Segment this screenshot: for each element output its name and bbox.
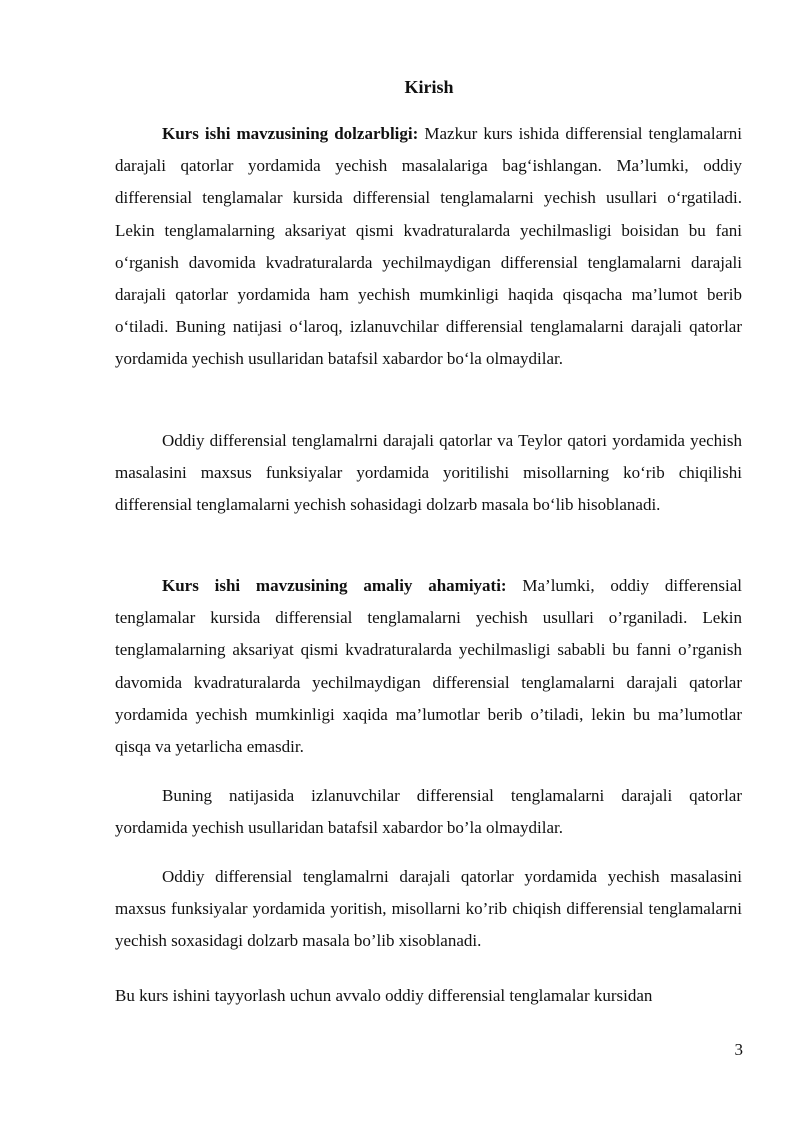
paragraph-text-preparation: Bu kurs ishini tayyorlash uchun avvalo oddiy differensial tenglamalar kursidan <box>115 986 653 1005</box>
page-number: 3 <box>734 1040 743 1059</box>
paragraph-text-practical: Ma’lumki, oddiy differensial tenglamalar kursida differensial tenglamalarni yechish usullari o’rganiladi. Lekin tenglamalarning aksariyat qismi kvadraturalarda yechilmasligi sababli bu fanni o’rganish davomida kvadraturalarda yechilmaydigan differensial tenglamalarni darajali qatorlar yordamida yechish mumkinligi xaqida ma’lumotlar berib o’tiladi, lekin bu ma’lumotlar qisqa va yetarlicha emasdir. <box>115 576 743 757</box>
paragraph-preparation <box>115 980 742 1012</box>
section-title: Kirish <box>404 77 454 97</box>
paragraph-taylor <box>115 425 742 522</box>
paragraph-relevance <box>115 118 742 376</box>
paragraph-practical <box>115 570 742 763</box>
paragraph-text-special-functions: Oddiy differensial tenglamalrni darajali qatorlar yordamida yechish masalasini maxsus funksiyalar yordamida yoritish, misollarni ko’rib chiqish differensial tenglamalarni yechish soxasidagi dolzarb masala bo’lib xisoblanadi. <box>115 867 742 951</box>
paragraph-lead-practical: Kurs ishi mavzusining amaliy ahamiyati: <box>162 576 507 595</box>
paragraph-text-relevance: Mazkur kurs ishida differensial tenglamalarni darajali qatorlar yordamida yechish masalalariga bag‘ishlangan. Ma’lumki, oddiy differensial tenglamalar kursida differensial tenglamalarni yechish usullari o‘rgatiladi. Lekin tenglamalarning aksariyat qismi kvadraturalarda yechilmasligi boisidan bu fani o‘rganish davomida kvadraturalarda yechilmaydigan differensial tenglamalarni darajali darajali qatorlar yordamida ham yechish mumkinligi haqida qisqacha ma’lumot berib o‘tiladi. Buning natijasi o‘laroq, izlanuvchilar differensial tenglamalarni darajali qatorlar yordamida yechish usullaridan batafsil xabardor bo‘la olmaydilar. <box>115 124 743 369</box>
paragraph-text-result: Buning natijasida izlanuvchilar differensial tenglamalarni darajali qatorlar yordamida yechish usullaridan batafsil xabardor bo’la olmaydilar. <box>115 786 742 838</box>
paragraph-result <box>115 780 742 844</box>
paragraph-special-functions <box>115 861 742 958</box>
paragraph-lead-relevance: Kurs ishi mavzusining dolzarbligi: <box>162 124 419 143</box>
paragraph-text-taylor: Oddiy differensial tenglamalrni darajali qatorlar va Teylor qatori yordamida yechish masalasini maxsus funksiyalar yordamida yoritilishi misollarning ko‘rib chiqilishi differensial tenglamalarni yechish sohasidagi dolzarb masala bo‘lib hisoblanadi. <box>115 431 742 515</box>
